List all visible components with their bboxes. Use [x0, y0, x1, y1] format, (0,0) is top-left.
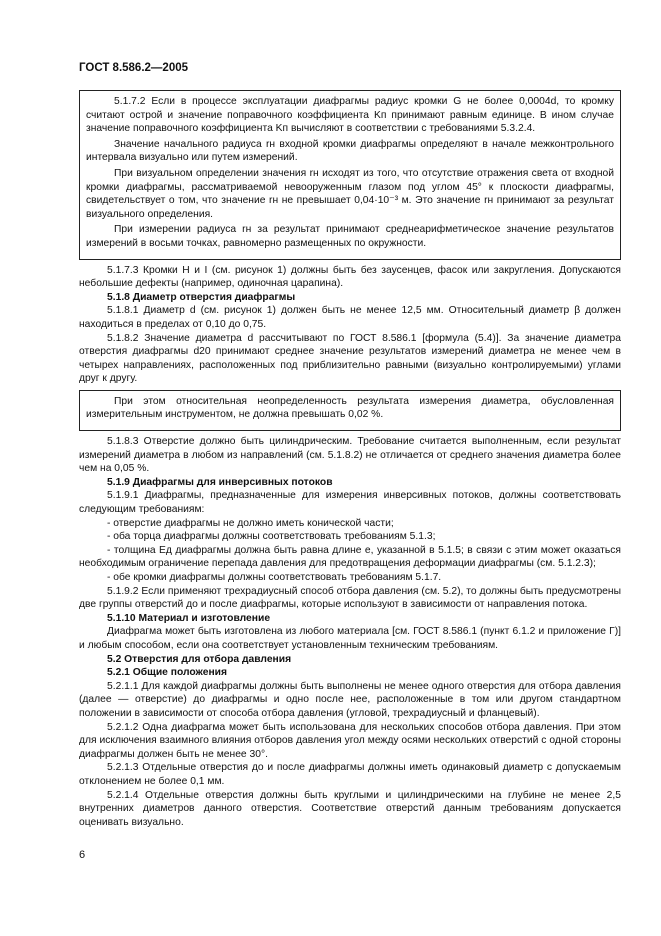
list-item: - отверстие диафрагмы не должно иметь конической части;: [107, 517, 394, 529]
paragraph-uncertainty: При этом относительная неопределенность результата измерения диаметра, обусловленная измерительным инструментом, не должна превышать 0,02 %.: [86, 395, 614, 421]
paragraph-5173: 5.1.7.3 Кромки H и I (см. рисунок 1) должны быть без заусенцев, фасок или закругления. Допускаются небольшие дефекты (например, одиночная царапина).: [79, 264, 621, 290]
boxed-text-uncertainty: [79, 390, 621, 431]
paragraph-5211: 5.2.1.1 Для каждой диафрагмы должны быть выполнены не менее одного отверстия для отбора давления (далее — отверстие) до диафрагмы и одно после нее, расположенные в том или другом стандартном положении в зависимости от способа отбора давления (угловой, трехрадиусный и фланцевый).: [79, 680, 621, 719]
heading-52: 5.2 Отверстия для отбора давления: [107, 653, 292, 665]
page-number: 6: [79, 849, 86, 861]
paragraph-5191: 5.1.9.1 Диафрагмы, предназначенные для измерения инверсивных потоков, должны соответствовать следующим требованиям:: [79, 490, 621, 516]
heading-521: 5.2.1 Общие положения: [107, 667, 227, 679]
boxed-text-5172: [79, 90, 621, 260]
paragraph-5182: 5.1.8.2 Значение диаметра d рассчитывают по ГОСТ 8.586.1 [формула (5.4)]. За значение диаметра отверстия диафрагмы d20 принимают среднее значение результатов измерений диаметра не менее чем в четырех направлениях, расположенных под приблизительно равными (визуально контролируемыми) углами друг к другу.: [79, 332, 621, 385]
list-item: - обе кромки диафрагмы должны соответствовать требованиям 5.1.7.: [107, 572, 442, 583]
paragraph-initial-radius: Значение начального радиуса rн входной кромки диафрагмы определяют в начале межконтрольного интервала визуально или путем измерений.: [86, 138, 614, 164]
paragraph-5172: 5.1.7.2 Если в процессе эксплуатации диафрагмы радиус кромки G не более 0,0004d, то кромку считают острой и значение поправочного коэффициента Kп принимают равным единице. В ином случае значение поправочного коэффициента Kп вычисляют в соответствии с требованиями 5.3.2.4.: [86, 96, 614, 135]
paragraph-5183: 5.1.8.3 Отверстие должно быть цилиндрическим. Требование считается выполненным, если результат измерений диаметра в любом из направлений (см. 5.1.8.2) не отличается от среднего значения диаметра более чем на 0,05 %.: [79, 436, 621, 475]
heading-518: 5.1.8 Диаметр отверстия диафрагмы: [107, 291, 296, 303]
heading-519: 5.1.9 Диафрагмы для инверсивных потоков: [107, 476, 333, 488]
page-body: [79, 90, 621, 829]
paragraph-radius-measure: При измерении радиуса rн за результат принимают среднеарифметическое значение результатов измерений в восьми точках, равномерно размещенных по окружности.: [86, 224, 614, 249]
paragraph-5213: 5.2.1.3 Отдельные отверстия до и после диафрагмы должны иметь одинаковый диаметр с допускаемым отклонением не более 0,1 мм.: [79, 762, 621, 787]
paragraph-5192: 5.1.9.2 Если применяют трехрадиусный способ отбора давления (см. 5.2), то должны быть предусмотрены две группы отверстий до и после диафрагмы, которые используют в зависимости от направления потока.: [79, 585, 621, 611]
document-header: ГОСТ 8.586.2—2005: [79, 62, 189, 74]
paragraph-5181: 5.1.8.1 Диаметр d (см. рисунок 1) должен быть не менее 12,5 мм. Относительный диаметр β должен находиться в пределах от 0,10 до 0,75.: [79, 305, 621, 330]
paragraph-5212: 5.2.1.2 Одна диафрагма может быть использована для нескольких способов отбора давления. При этом для исключения взаимного влияния отборов давления угол между осями нескольких отверстий с одной стороны диафрагмы должен быть не менее 30°.: [79, 721, 621, 760]
paragraph-5110: Диафрагма может быть изготовлена из любого материала [см. ГОСТ 8.586.1 (пункт 6.1.2 и приложение Г)] и любым способом, если она соответствует установленным техническим требованиям.: [79, 626, 621, 651]
list-item: - толщина Eд диафрагмы должна быть равна длине e, указанной в 5.1.5; в связи с этим может оказаться необходимым ограничение перепада давления для предотвращения деформации диафрагмы (см. 5.1.2.3);: [79, 544, 621, 570]
list-item: - оба торца диафрагмы должны соответствовать требованиям 5.1.3;: [107, 531, 436, 543]
paragraph-5214: 5.2.1.4 Отдельные отверстия должны быть круглыми и цилиндрическими на глубине не менее 2,5 внутренних диаметров данного отверстия. Соответствие отверстий данным требованиям допускается оценивать визуально.: [79, 789, 621, 828]
heading-5110: 5.1.10 Материал и изготовление: [107, 612, 271, 624]
paragraph-visual-check: При визуальном определении значения rн исходят из того, что отсутствие отражения света от входной кромки диафрагмы, рассматриваемой невооруженным глазом под углом 45° к плоскости диафрагмы, свидетельствует о том, что значение rн не превышает 0,04·10⁻³ м. Это значение rн принимают за результат визуального определения.: [86, 167, 614, 220]
